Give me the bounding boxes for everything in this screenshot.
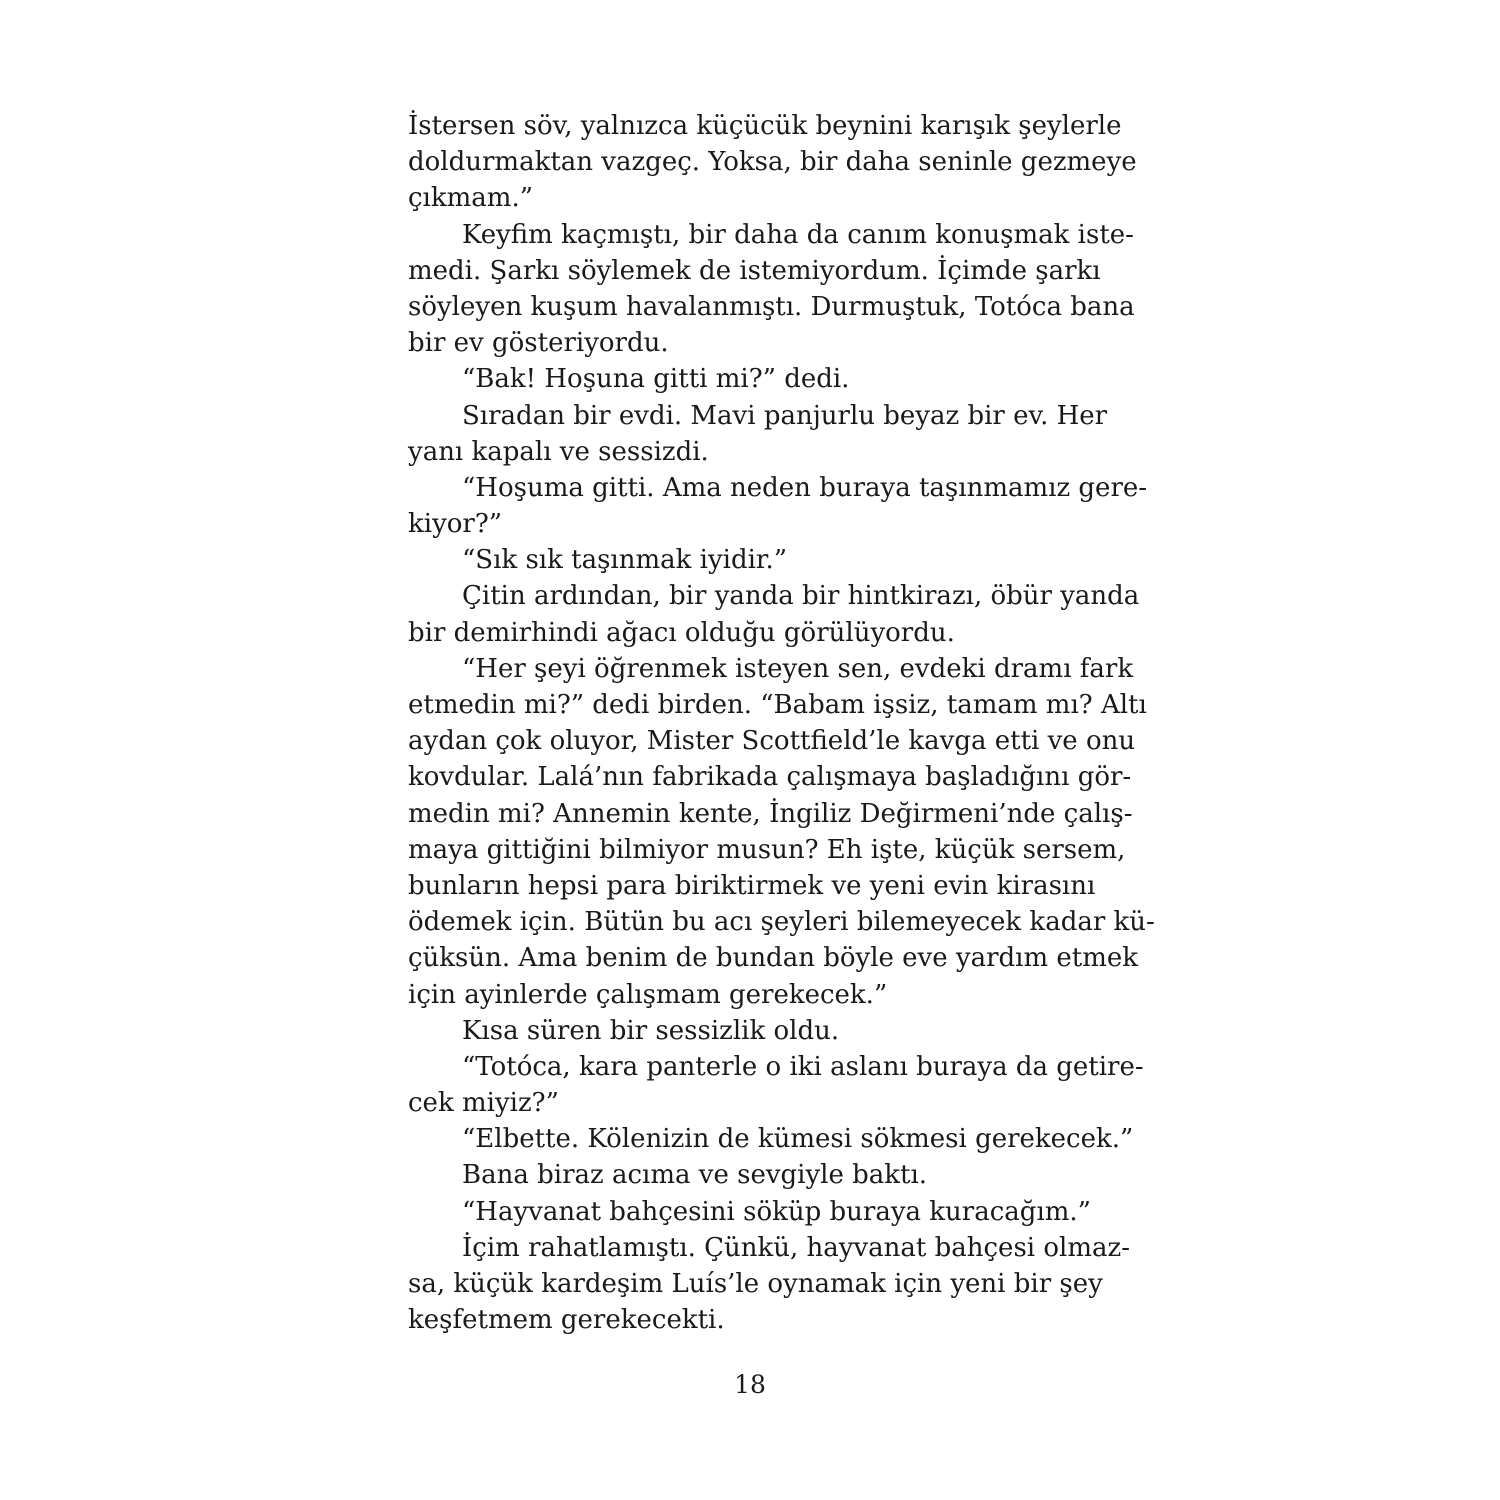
text-line: cek miyiz?” [408,1088,559,1119]
text-line: yanı kapalı ve sessizdi. [408,436,709,467]
text-line: kiyor?” [408,509,503,540]
body-text [408,108,1155,1338]
text-line: çüksün. Ama benim de bundan böyle eve yardım etmek [408,943,1139,974]
text-line: Çitin ardından, bir yanda bir hintkirazı, öbür yanda [462,581,1140,612]
text-line: kovdular. Lalá’nın fabrikada çalışmaya başladığını gör- [408,762,1132,793]
text-line: Keyfim kaçmıştı, bir daha da canım konuşmak iste- [462,219,1134,250]
text-line: medi. Şarkı söylemek de istemiyordum. İçimde şarkı [408,255,1101,286]
text-line: bir ev gösteriyordu. [408,328,669,359]
text-line: ödemek için. Bütün bu acı şeyleri bilemeyecek kadar kü- [408,907,1155,938]
text-line: çıkmam.” [408,183,533,214]
text-line: maya gittiğini bilmiyor musun? Eh işte, küçük sersem, [408,834,1126,865]
text-line: “Elbette. Kölenizin de kümesi sökmesi gerekecek.” [462,1124,1134,1155]
text-line: “Sık sık taşınmak iyidir.” [462,545,788,576]
text-line: etmedin mi?” dedi birden. “Babam işsiz, tamam mı? Altı [408,690,1147,720]
text-line: “Hoşuma gitti. Ama neden buraya taşınmamız gere- [462,472,1148,503]
text-line: için ayinlerde çalışmam gerekecek.” [408,979,888,1010]
text-line: doldurmaktan vazgeç. Yoksa, bir daha seninle gezmeye [408,147,1137,178]
text-line: söyleyen kuşum havalanmıştı. Durmuştuk, Totóca bana [408,291,1135,322]
text-line: Sıradan bir evdi. Mavi panjurlu beyaz bir ev. Her [462,400,1108,431]
text-line: “Bak! Hoşuna gitti mi?” dedi. [462,364,850,395]
text-line: İstersen söv, yalnızca küçücük beynini karışık şeylerle [408,111,1122,141]
text-line: aydan çok oluyor, Mister Scottfield’le kavga etti ve onu [408,726,1136,757]
page-number: 18 [734,1370,766,1399]
text-line: sa, küçük kardeşim Luís’le oynamak için yeni bir şey [408,1269,1103,1299]
text-line: bir demirhindi ağacı olduğu görülüyordu. [408,617,955,648]
text-line: bunların hepsi para biriktirmek ve yeni evin kirasını [408,870,1096,901]
text-line: “Totóca, kara panterle o iki aslanı buraya da getire- [462,1051,1144,1082]
text-line: “Hayvanat bahçesini söküp buraya kuracağım.” [462,1196,1091,1227]
text-line: Kısa süren bir sessizlik oldu. [462,1015,840,1046]
text-line: medin mi? Annemin kente, İngiliz Değirmeni’nde çalış- [408,798,1133,829]
text-line: Bana biraz acıma ve sevgiyle baktı. [462,1160,928,1191]
text-line: “Her şeyi öğrenmek isteyen sen, evdeki dramı fark [462,653,1134,684]
text-line: İçim rahatlamıştı. Çünkü, hayvanat bahçesi olmaz- [462,1232,1130,1263]
text-line: keşfetmem gerekecekti. [408,1305,725,1336]
